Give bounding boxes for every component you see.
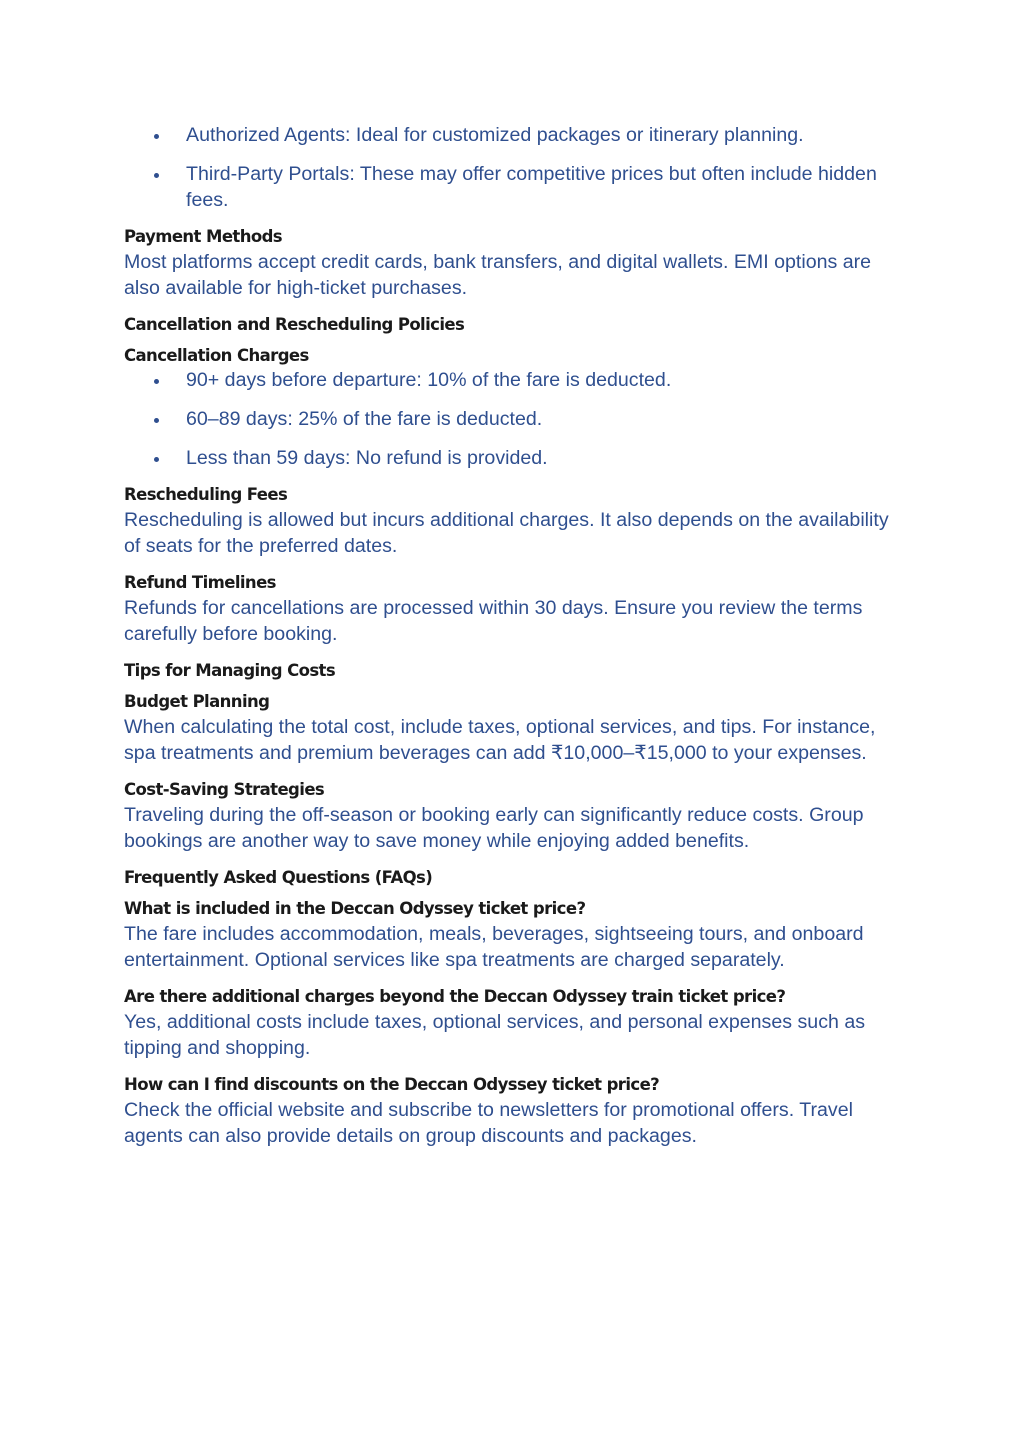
bullet-icon [154, 134, 159, 139]
list-item [124, 406, 903, 432]
refund-timelines-heading: Refund Timelines [124, 573, 276, 592]
bullet-icon [154, 173, 159, 178]
bullet-icon [154, 418, 159, 423]
cancellation-charges-heading: Cancellation Charges [124, 346, 309, 365]
budget-planning-heading: Budget Planning [124, 692, 270, 711]
payment-methods-text: Most platforms accept credit cards, bank transfers, and digital wallets. EMI options are also available for high-ticket purchases. [124, 251, 872, 299]
list-item-text: Less than 59 days: No refund is provided. [186, 447, 548, 469]
list-item [124, 122, 903, 148]
list-item-text: Authorized Agents: Ideal for customized packages or itinerary planning. [186, 124, 804, 146]
list-item [124, 161, 903, 213]
faq-answer: Yes, additional costs include taxes, optional services, and personal expenses such as tipping and shopping. [124, 1011, 866, 1059]
list-item [124, 445, 903, 471]
faq-question: What is included in the Deccan Odyssey ticket price? [124, 899, 586, 918]
rescheduling-fees-heading: Rescheduling Fees [124, 485, 288, 504]
payment-methods-heading: Payment Methods [124, 227, 283, 246]
bullet-icon [154, 379, 159, 384]
list-item-text: 60–89 days: 25% of the fare is deducted. [186, 408, 543, 430]
faq-answer: Check the official website and subscribe to newsletters for promotional offers. Travel agents can also provide details on group discounts and packages. [124, 1099, 853, 1147]
refund-timelines-text: Refunds for cancellations are processed within 30 days. Ensure you review the terms carefully before booking. [124, 597, 863, 645]
faqs-section-heading: Frequently Asked Questions (FAQs) [124, 868, 433, 887]
cost-saving-heading: Cost-Saving Strategies [124, 780, 325, 799]
cancellation-charges-list [124, 367, 903, 471]
bullet-icon [154, 457, 159, 462]
cancellation-section-heading: Cancellation and Rescheduling Policies [124, 315, 465, 334]
faq-answer: The fare includes accommodation, meals, beverages, sightseeing tours, and onboard entertainment. Optional services like spa treatments are charged separately. [124, 923, 864, 971]
booking-channels-list [124, 122, 903, 213]
list-item [124, 367, 903, 393]
list-item-text: 90+ days before departure: 10% of the fare is deducted. [186, 369, 672, 391]
budget-planning-text: When calculating the total cost, include taxes, optional services, and tips. For instance, spa treatments and premium beverages can add ₹10,000–₹15,000 to your expenses. [124, 716, 876, 764]
faq-question: Are there additional charges beyond the Deccan Odyssey train ticket price? [124, 987, 786, 1006]
rescheduling-fees-text: Rescheduling is allowed but incurs additional charges. It also depends on the availability of seats for the preferred dates. [124, 509, 889, 557]
list-item-text: Third-Party Portals: These may offer competitive prices but often include hidden fees. [186, 163, 877, 211]
faq-question: How can I find discounts on the Deccan Odyssey ticket price? [124, 1075, 660, 1094]
cost-saving-text: Traveling during the off-season or booking early can significantly reduce costs. Group bookings are another way to save money while enjoying added benefits. [124, 804, 864, 852]
tips-section-heading: Tips for Managing Costs [124, 661, 336, 680]
